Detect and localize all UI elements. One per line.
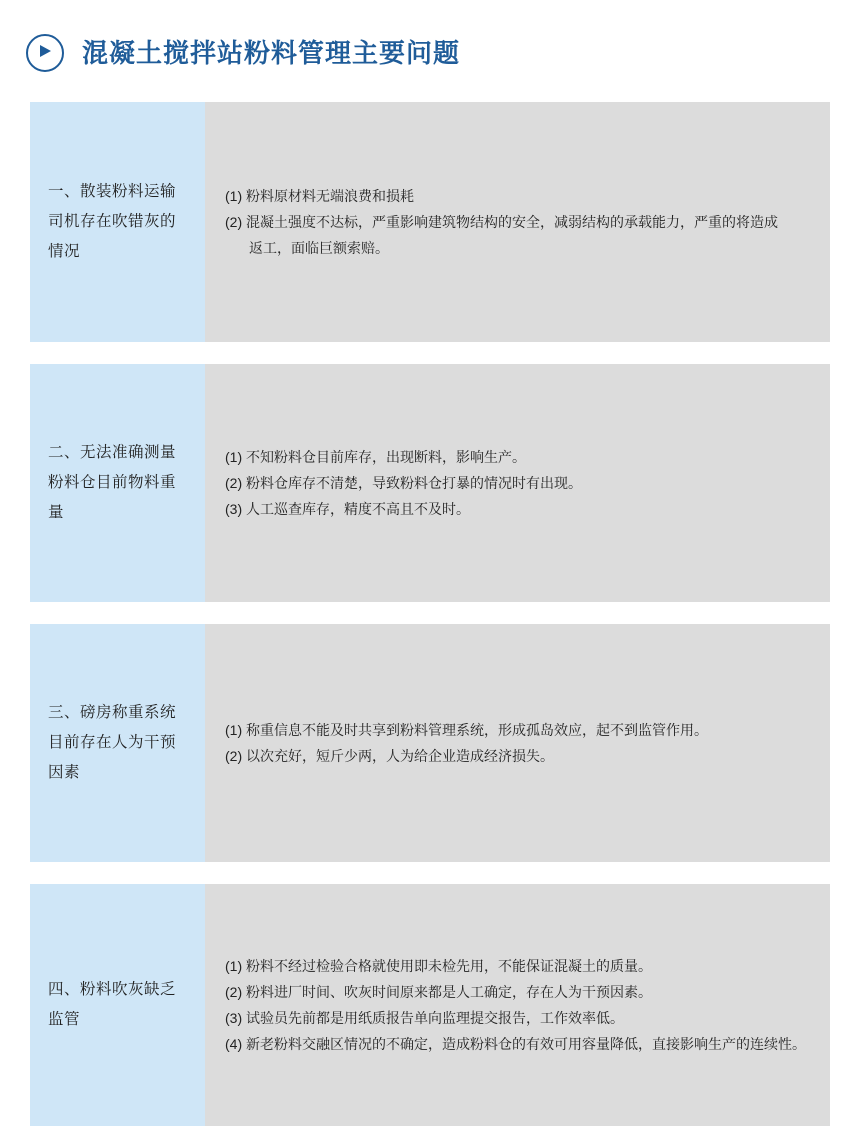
list-item [225,470,810,496]
list-item-text: (1) 称重信息不能及时共享到粉料管理系统，形成孤岛效应，起不到监管作用。 [225,722,708,738]
row-content-cell [205,102,830,342]
list-item [225,496,810,522]
page-header [0,0,860,68]
table-row [30,102,830,342]
list-item [225,1031,810,1057]
play-circle-icon [26,34,64,72]
list-item [225,209,810,261]
row-content-cell [205,624,830,862]
row-label-text: 一、散装粉料运输司机存在吹错灰的情况 [48,183,177,260]
list-item-text: (2) 以次充好，短斤少两，人为给企业造成经济损失。 [225,748,554,764]
row-content-cell [205,884,830,1126]
table-row [30,884,830,1126]
list-item-text: (2) 粉料进厂时间、吹灰时间原来都是人工确定，存在人为干预因素。 [225,984,652,1000]
row-label-text: 四、粉料吹灰缺乏监管 [48,981,177,1028]
list-item-text: (1) 不知粉料仓目前库存，出现断料，影响生产。 [225,449,526,465]
row-label-cell [30,884,205,1126]
table-row [30,624,830,862]
row-label-text: 三、磅房称重系统目前存在人为干预因素 [48,704,177,781]
list-item-text: (3) 人工巡查库存，精度不高且不及时。 [225,501,470,517]
row-label-cell [30,364,205,602]
list-item-text: (2) 混凝土强度不达标，严重影响建筑物结构的安全，减弱结构的承载能力，严重的将造成 [225,214,778,230]
table-row [30,364,830,602]
list-item [225,953,810,979]
list-item [225,183,810,209]
list-item-text: (1) 粉料不经过检验合格就使用即未检先用，不能保证混凝土的质量。 [225,958,652,974]
list-item-text: (1) 粉料原材料无端浪费和损耗 [225,188,414,204]
list-item-continuation: 返工，面临巨额索赔。 [249,240,389,256]
list-item-text: (2) 粉料仓库存不清楚，导致粉料仓打暴的情况时有出现。 [225,475,582,491]
row-content-cell [205,364,830,602]
list-item-text: (3) 试验员先前都是用纸质报告单向监理提交报告，工作效率低。 [225,1010,624,1026]
list-item [225,1005,810,1031]
list-item [225,743,810,769]
problem-table [0,102,860,1126]
list-item [225,444,810,470]
list-item [225,717,810,743]
page-title: 混凝土搅拌站粉料管理主要问题 [82,38,461,68]
row-label-cell [30,624,205,862]
list-item-text: (4) 新老粉料交融区情况的不确定，造成粉料仓的有效可用容量降低，直接影响生产的连续性。 [225,1036,806,1052]
list-item [225,979,810,1005]
row-label-cell [30,102,205,342]
row-label-text: 二、无法准确测量粉料仓目前物料重量 [48,444,177,521]
